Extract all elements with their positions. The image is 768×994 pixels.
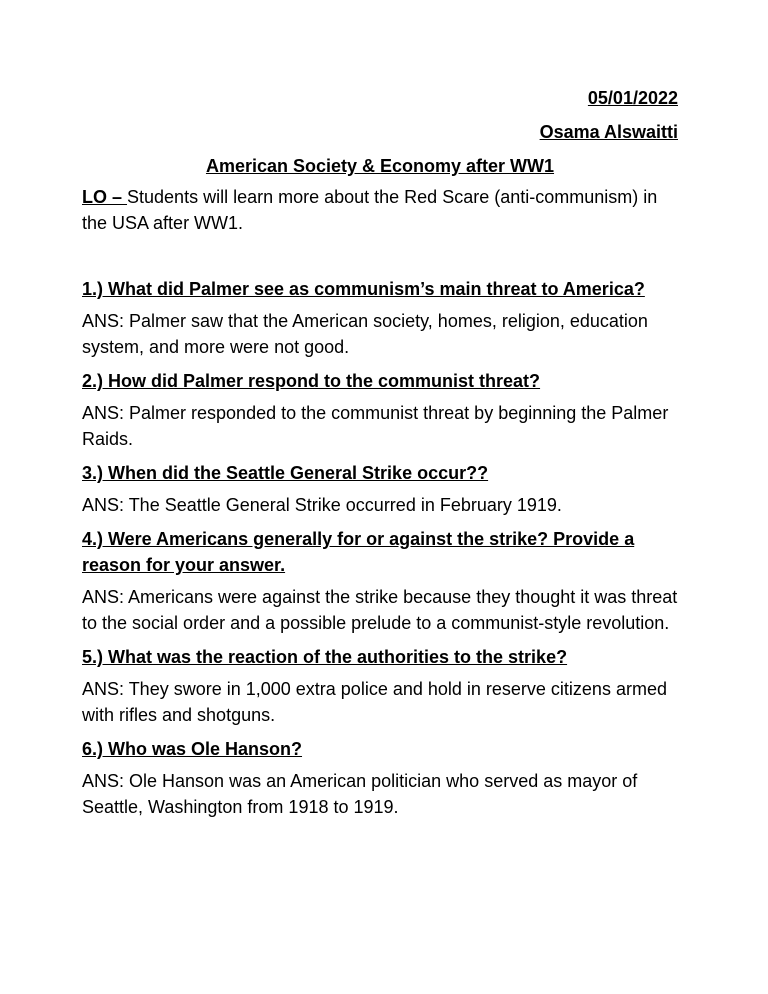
learning-objective-text: Students will learn more about the Red Scare (anti-communism) in the USA after WW1. [82, 187, 658, 233]
spacer [82, 236, 678, 268]
answer-3: ANS: The Seattle General Strike occurred in February 1919. [82, 495, 562, 515]
answer-2: ANS: Palmer responded to the communist threat by beginning the Palmer Raids. [82, 403, 669, 449]
page-title: American Society & Economy after WW1 [205, 156, 555, 176]
question-6: 6.) Who was Ole Hanson? [82, 739, 303, 759]
question-5: 5.) What was the reaction of the authorities to the strike? [82, 647, 568, 667]
question-3: 3.) When did the Seattle General Strike occur?? [82, 463, 489, 483]
question-2: 2.) How did Palmer respond to the communist threat? [82, 371, 541, 391]
answer-1: ANS: Palmer saw that the American society, homes, religion, education system, and more were not good. [82, 311, 648, 357]
answer-6: ANS: Ole Hanson was an American politician who served as mayor of Seattle, Washington from 1918 to 1919. [82, 771, 638, 817]
answer-4: ANS: Americans were against the strike because they thought it was threat to the social order and a possible prelude to a communist-style revolution. [82, 587, 678, 633]
learning-objective [82, 184, 678, 236]
author-name: Osama Alswaitti [539, 122, 678, 142]
question-1: 1.) What did Palmer see as communism’s main threat to America? [82, 279, 645, 299]
learning-objective-label: LO – [82, 187, 128, 207]
document-date: 05/01/2022 [587, 88, 678, 108]
document-content [82, 86, 678, 820]
question-4: 4.) Were Americans generally for or against the strike? Provide a reason for your answer. [82, 529, 635, 575]
answer-5: ANS: They swore in 1,000 extra police and hold in reserve citizens armed with rifles and shotguns. [82, 679, 667, 725]
